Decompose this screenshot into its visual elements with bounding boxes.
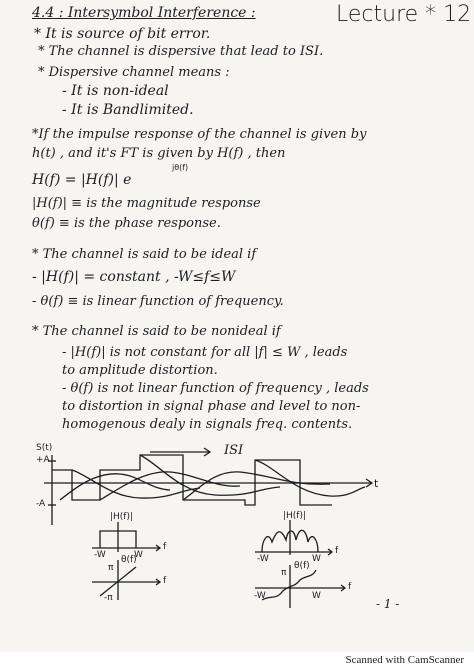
axis-label: -A (36, 499, 46, 509)
note-line: h(t) , and it's FT is given by H(f) , then (32, 146, 286, 161)
axis-label: W (134, 550, 143, 560)
axis-label: f (163, 542, 167, 552)
axis-label: -W (257, 554, 269, 564)
axis-label: f (163, 576, 167, 586)
axis-label: W (312, 554, 321, 564)
axis-label: S(t) (36, 443, 53, 453)
note-line: θ(f) ≡ is the phase response. (32, 216, 221, 231)
note-line: - It is non-ideal (62, 83, 169, 99)
note-line: * The channel is said to be nonideal if (32, 324, 281, 339)
note-line: to distortion in signal phase and level to non- (62, 399, 361, 414)
note-line: - θ(f) is not linear function of frequency , leads (62, 381, 369, 396)
note-line: |H(f)| ≡ is the magnitude response (32, 196, 261, 211)
axis-label: t (374, 477, 379, 490)
axis-label: f (348, 582, 352, 592)
section-title: 4.4 : Intersymbol Interference : (32, 5, 256, 21)
axis-label: |H(f)| (283, 511, 307, 521)
isi-label: ISI (224, 443, 244, 458)
axis-label: π (281, 568, 287, 578)
lecture-number: Lecture * 12 (336, 2, 472, 27)
note-line: *If the impulse response of the channel is given by (32, 127, 367, 142)
note-line: homogenous dealy in signals freq. contents. (62, 417, 353, 432)
axis-label: f (335, 546, 339, 556)
note-line: - |H(f)| is not constant for all |f| ≤ W , leads (62, 345, 348, 360)
note-line: * It is source of bit error. (34, 26, 211, 42)
note-line: - θ(f) ≡ is linear function of frequency. (32, 294, 284, 309)
axis-label: +A (36, 455, 50, 465)
axis-label: π (108, 563, 114, 573)
axis-label: -π (104, 593, 113, 603)
scanner-watermark: Scanned with CamScanner (345, 654, 464, 666)
equation-line: H(f) = |H(f)| e (32, 172, 132, 188)
note-line: * The channel is dispersive that lead to ISI. (38, 44, 324, 59)
equation-exponent: jθ(f) (172, 163, 189, 172)
note-line: to amplitude distortion. (62, 363, 218, 378)
axis-label: |H(f)| (110, 512, 134, 522)
note-line: * The channel is said to be ideal if (32, 247, 257, 262)
page-number: - 1 - (376, 597, 400, 611)
axis-label: θ(f) (121, 555, 137, 565)
axis-label: W (312, 591, 321, 601)
note-line: * Dispersive channel means : (38, 65, 230, 80)
axis-label: θ(f) (294, 561, 310, 571)
axis-label: -W (94, 550, 106, 560)
note-line: - It is Bandlimited. (62, 102, 194, 118)
note-line: - |H(f)| = constant , -W≤f≤W (32, 269, 236, 285)
axis-label: -W (254, 591, 266, 601)
